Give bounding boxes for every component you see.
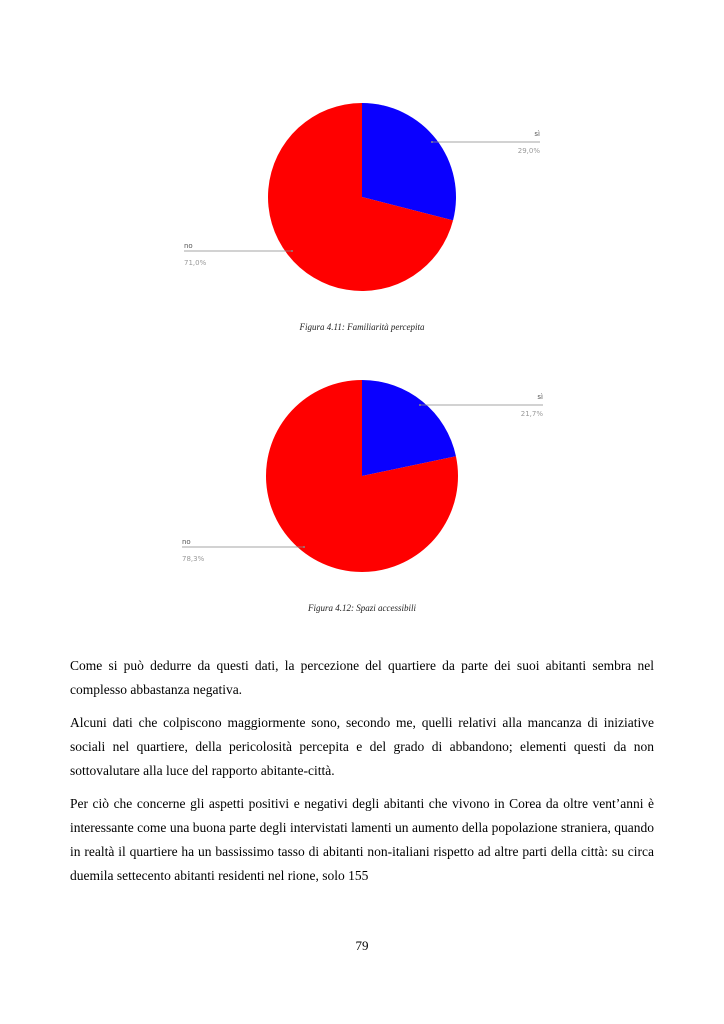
slice-value-label: 21,7% [520, 410, 543, 418]
slice-value-label: 71,0% [184, 259, 207, 267]
pie-chart-svg [0, 96, 724, 296]
figure-caption: Figura 4.12: Spazi accessibili [308, 603, 416, 613]
body-text [70, 654, 654, 897]
leader-dot [419, 404, 421, 406]
paragraph: Per ciò che concerne gli aspetti positivi e negativi degli abitanti che vivono in Corea da oltre vent’anni è interessante come una buona parte degli intervistati lamenti un aumento della popolazione straniera, quando in realtà il quartiere ha un bassissimo tasso di abitanti non-italiani rispetto ad altre parti della città: su circa duemila settecento abitanti residenti nel rione, solo 155 [70, 796, 654, 883]
pie-chart-spazi [0, 372, 724, 577]
leader-dot [431, 141, 433, 143]
paragraph: Come si può dedurre da questi dati, la percezione del quartiere da parte dei suoi abitanti sembra nel complesso abbastanza negativa. [70, 658, 654, 697]
slice-value-label: 78,3% [182, 555, 205, 563]
page-number: 79 [355, 938, 369, 953]
slice-label: no [182, 538, 191, 546]
paragraph: Alcuni dati che colpiscono maggiormente sono, secondo me, quelli relativi alla mancanza di iniziative sociali nel quartiere, della pericolosità percepita e del grado di abbandono; elementi questi da non sottovalutare alla luce del rapporto abitante-città. [70, 715, 654, 778]
leader-dot [291, 250, 293, 252]
pie-chart-svg [0, 372, 724, 577]
slice-label: no [184, 242, 193, 250]
slice-label: sì [537, 393, 543, 401]
leader-dot [303, 546, 305, 548]
pie-chart-familiarita [0, 96, 724, 296]
figure-caption: Figura 4.11: Familiarità percepita [299, 322, 425, 332]
slice-label: sì [534, 130, 540, 138]
slice-value-label: 29,0% [517, 147, 540, 155]
